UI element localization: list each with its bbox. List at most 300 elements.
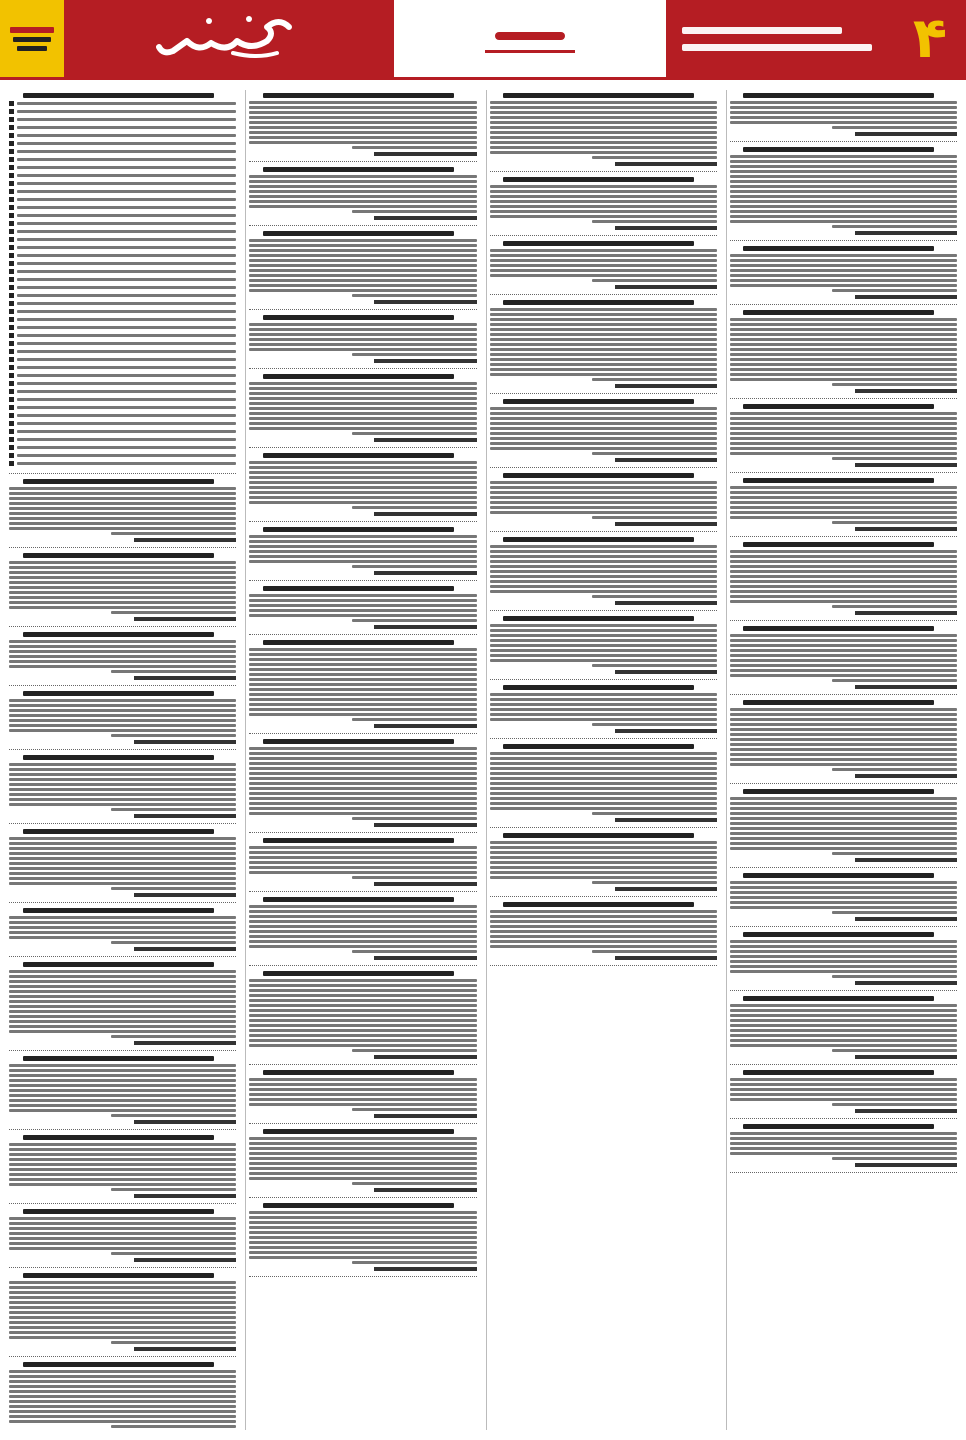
text-line [249, 812, 476, 815]
notice-title [23, 632, 214, 637]
text-line [9, 527, 236, 530]
text-line [9, 709, 236, 712]
text-line [730, 269, 957, 272]
date-line [682, 44, 872, 51]
legal-notice [9, 908, 236, 957]
notice-signature [374, 438, 476, 442]
text-line [490, 846, 717, 849]
text-line [352, 1108, 477, 1111]
text-line [730, 412, 957, 415]
notice-list-item [9, 453, 236, 458]
bullet-icon [9, 229, 14, 234]
text-line [730, 817, 957, 820]
notice-title [503, 685, 694, 690]
text-line [490, 373, 717, 376]
text-line [9, 729, 236, 732]
legal-notice [490, 685, 717, 739]
bullet-icon [9, 213, 14, 218]
text-line [249, 767, 476, 770]
text-line [249, 387, 476, 390]
bullet-icon [9, 413, 14, 418]
text-line [730, 797, 957, 800]
text-line [249, 121, 476, 124]
text-line [111, 887, 236, 890]
text-line [490, 506, 717, 509]
bullet-icon [9, 141, 14, 146]
notice-title [503, 902, 694, 907]
text-line [490, 772, 717, 775]
text-line [730, 580, 957, 583]
text-line [249, 915, 476, 918]
legal-notice [730, 147, 957, 241]
text-line [490, 101, 717, 104]
text-line [249, 1083, 476, 1086]
notice-signature [374, 724, 476, 728]
section-title-mark [485, 24, 575, 53]
notice-list-item [9, 149, 236, 154]
notice-signature [855, 1163, 957, 1167]
text-line [249, 205, 476, 208]
text-line [9, 704, 236, 707]
notice-list-item [9, 117, 236, 122]
text-line [490, 876, 717, 879]
text-line [9, 699, 236, 702]
text-line [490, 856, 717, 859]
text-line [9, 1286, 236, 1289]
bullet-icon [9, 333, 14, 338]
text-line [730, 896, 957, 899]
text-line [9, 803, 236, 806]
text-line [490, 121, 717, 124]
text-line [490, 200, 717, 203]
text-line [249, 752, 476, 755]
text-line [490, 935, 717, 938]
text-line [592, 279, 717, 282]
text-line [730, 427, 957, 430]
text-line [490, 757, 717, 760]
text-line [249, 1009, 476, 1012]
text-line [9, 842, 236, 845]
text-line [249, 1236, 476, 1239]
text-line [249, 693, 476, 696]
text-line [730, 516, 957, 519]
text-line [490, 116, 717, 119]
notice-list-item [9, 221, 236, 226]
notice-signature [855, 1055, 957, 1059]
notice-title [743, 478, 934, 483]
notice-list-item [9, 405, 236, 410]
text-line [9, 1415, 236, 1418]
text-line [9, 1074, 236, 1077]
notice-signature [374, 1188, 476, 1192]
notice-list-item [9, 277, 236, 282]
legal-notice [490, 93, 717, 172]
text-line [249, 106, 476, 109]
text-line [9, 798, 236, 801]
text-line [249, 1078, 476, 1081]
text-line [730, 940, 957, 943]
notice-signature [615, 226, 717, 230]
text-line [730, 501, 957, 504]
bullet-icon [9, 405, 14, 410]
text-line [730, 639, 957, 642]
text-line [730, 669, 957, 672]
text-line [730, 353, 957, 356]
text-line [490, 486, 717, 489]
text-line [9, 783, 236, 786]
text-line [249, 111, 476, 114]
text-line [490, 151, 717, 154]
notice-signature [615, 601, 717, 605]
text-line [249, 190, 476, 193]
text-line [730, 802, 957, 805]
text-line [490, 910, 717, 913]
notice-signature [855, 527, 957, 531]
text-line [9, 576, 236, 579]
text-line [249, 397, 476, 400]
text-line [17, 390, 236, 393]
text-line [352, 1049, 477, 1052]
legal-notice [9, 1056, 236, 1130]
bullet-icon [9, 245, 14, 250]
notice-list-item [9, 365, 236, 370]
text-line [730, 259, 957, 262]
notice-signature [855, 295, 957, 299]
legal-notice [9, 1135, 236, 1204]
text-line [9, 1222, 236, 1225]
text-line [730, 595, 957, 598]
notice-title [503, 241, 694, 246]
text-line [9, 975, 236, 978]
text-line [249, 466, 476, 469]
text-line [9, 980, 236, 983]
notice-signature [134, 1194, 236, 1198]
text-line [249, 777, 476, 780]
text-line [730, 654, 957, 657]
text-line [490, 313, 717, 316]
text-line [352, 210, 477, 213]
text-line [9, 852, 236, 855]
notice-list-item [9, 341, 236, 346]
notice-title [743, 93, 934, 98]
notice-signature [855, 132, 957, 136]
text-line [9, 1064, 236, 1067]
notice-title [263, 527, 454, 532]
text-line [730, 812, 957, 815]
text-line [9, 882, 236, 885]
text-line [490, 930, 717, 933]
text-line [490, 407, 717, 410]
text-line [249, 599, 476, 602]
text-line [17, 134, 236, 137]
text-line [111, 941, 236, 944]
text-line [730, 220, 957, 223]
text-line [730, 491, 957, 494]
text-line [9, 1291, 236, 1294]
notice-column [726, 90, 960, 1430]
notice-list-item [9, 261, 236, 266]
bullet-icon [9, 293, 14, 298]
text-line [730, 891, 957, 894]
text-line [249, 708, 476, 711]
legal-notice [730, 789, 957, 868]
text-line [730, 1009, 957, 1012]
text-line [730, 664, 957, 667]
bullet-icon [9, 173, 14, 178]
notice-title [743, 404, 934, 409]
text-line [490, 269, 717, 272]
bullet-icon [9, 165, 14, 170]
text-line [490, 308, 717, 311]
notice-signature [374, 1055, 476, 1059]
text-line [249, 259, 476, 262]
text-line [730, 417, 957, 420]
text-line [730, 807, 957, 810]
text-line [9, 1163, 236, 1166]
text-line [249, 1211, 476, 1214]
bullet-icon [9, 397, 14, 402]
text-line [730, 590, 957, 593]
notice-signature [374, 300, 476, 304]
text-line [490, 851, 717, 854]
text-line [730, 447, 957, 450]
text-line [249, 481, 476, 484]
text-line [249, 1216, 476, 1219]
notice-signature [134, 947, 236, 951]
text-line [352, 294, 477, 297]
text-line [249, 940, 476, 943]
text-line [490, 649, 717, 652]
bullet-icon [9, 253, 14, 258]
text-line [730, 205, 957, 208]
text-line [9, 1183, 236, 1186]
text-line [730, 358, 957, 361]
text-line [249, 116, 476, 119]
legal-notice [490, 177, 717, 236]
text-line [730, 1014, 957, 1017]
notice-title [743, 1070, 934, 1075]
notice-title [743, 147, 934, 152]
notice-signature [615, 384, 717, 388]
text-line [9, 497, 236, 500]
text-line [490, 787, 717, 790]
text-line [730, 674, 957, 677]
legal-notice [249, 739, 476, 833]
text-line [490, 422, 717, 425]
legal-notice [730, 542, 957, 621]
text-line [730, 274, 957, 277]
text-line [9, 640, 236, 643]
text-line [249, 545, 476, 548]
text-line [9, 1242, 236, 1245]
legal-notice [730, 1070, 957, 1119]
legal-notice [730, 310, 957, 399]
text-line [730, 748, 957, 751]
notice-title [743, 246, 934, 251]
text-line [9, 1306, 236, 1309]
text-line [249, 239, 476, 242]
text-line [490, 254, 717, 257]
notice-list-item [9, 181, 236, 186]
text-line [9, 1158, 236, 1161]
text-line [249, 402, 476, 405]
legal-notice [249, 640, 476, 734]
text-line [490, 442, 717, 445]
text-line [730, 121, 957, 124]
notice-title [743, 789, 934, 794]
text-line [9, 724, 236, 727]
text-line [730, 185, 957, 188]
notice-list-item [9, 205, 236, 210]
legal-notice [730, 246, 957, 305]
text-line [592, 156, 717, 159]
notice-title [23, 1362, 214, 1367]
text-line [9, 1089, 236, 1092]
text-line [249, 422, 476, 425]
notice-signature [134, 1120, 236, 1124]
text-line [490, 782, 717, 785]
text-line [9, 990, 236, 993]
text-line [249, 871, 476, 874]
text-line [249, 101, 476, 104]
text-line [730, 452, 957, 455]
legal-notice [9, 691, 236, 750]
text-line [249, 126, 476, 129]
text-line [249, 1098, 476, 1101]
text-line [832, 225, 957, 228]
legal-notice [249, 374, 476, 448]
text-line [249, 846, 476, 849]
text-line [249, 1004, 476, 1007]
notice-signature [374, 956, 476, 960]
text-line [249, 782, 476, 785]
text-line [490, 146, 717, 149]
text-line [249, 535, 476, 538]
notice-list-item [9, 381, 236, 386]
text-line [832, 1103, 957, 1106]
notice-title [503, 399, 694, 404]
text-line [9, 487, 236, 490]
notice-title [23, 1273, 214, 1278]
text-line [730, 200, 957, 203]
text-line [17, 430, 236, 433]
bullet-icon [9, 437, 14, 442]
text-line [9, 1296, 236, 1299]
notice-list-item [9, 269, 236, 274]
notice-title [263, 586, 454, 591]
text-line [249, 989, 476, 992]
text-line [17, 118, 236, 121]
legal-notice [249, 315, 476, 369]
notice-signature [615, 956, 717, 960]
bullet-icon [9, 309, 14, 314]
legal-notice [249, 93, 476, 162]
text-line [730, 743, 957, 746]
text-line [9, 1069, 236, 1072]
text-line [249, 244, 476, 247]
notice-list-item [9, 213, 236, 218]
notice-list-item [9, 437, 236, 442]
text-line [249, 175, 476, 178]
text-line [249, 1039, 476, 1042]
text-line [730, 723, 957, 726]
notice-title [23, 829, 214, 834]
bullet-icon [9, 157, 14, 162]
text-line [249, 604, 476, 607]
issue-info-line [17, 46, 47, 51]
text-line [17, 142, 236, 145]
text-line [249, 392, 476, 395]
text-line [9, 601, 236, 604]
text-line [9, 1316, 236, 1319]
text-line [592, 595, 717, 598]
legal-notice [730, 1124, 957, 1173]
text-line [17, 398, 236, 401]
notice-list-item [9, 285, 236, 290]
text-line [249, 807, 476, 810]
text-line [490, 752, 717, 755]
text-line [9, 1153, 236, 1156]
text-line [17, 238, 236, 241]
text-line [730, 343, 957, 346]
page-number: ۴ [912, 5, 948, 71]
text-line [17, 278, 236, 281]
text-line [730, 368, 957, 371]
notice-list-item [9, 293, 236, 298]
notice-signature [615, 729, 717, 733]
notice-title [263, 1203, 454, 1208]
text-line [249, 1093, 476, 1096]
text-line [249, 1157, 476, 1160]
text-line [730, 215, 957, 218]
text-line [249, 683, 476, 686]
text-line [249, 772, 476, 775]
text-line [490, 126, 717, 129]
text-line [249, 910, 476, 913]
text-line [490, 915, 717, 918]
text-line [249, 1019, 476, 1022]
text-line [352, 619, 477, 622]
bullet-icon [9, 341, 14, 346]
text-line [490, 807, 717, 810]
legal-notice [730, 478, 957, 537]
text-line [249, 653, 476, 656]
text-line [730, 348, 957, 351]
text-line [490, 698, 717, 701]
text-line [249, 1152, 476, 1155]
text-line [9, 586, 236, 589]
text-line [9, 1000, 236, 1003]
text-line [730, 1147, 957, 1150]
text-line [9, 1168, 236, 1171]
text-line [9, 502, 236, 505]
notice-title [23, 553, 214, 558]
text-line [17, 158, 236, 161]
text-line [249, 1167, 476, 1170]
text-line [730, 328, 957, 331]
text-line [249, 678, 476, 681]
notice-list-item [9, 357, 236, 362]
text-line [730, 763, 957, 766]
text-line [17, 374, 236, 377]
bullet-icon [9, 197, 14, 202]
text-line [730, 180, 957, 183]
text-line [490, 511, 717, 514]
notice-list-item [9, 349, 236, 354]
text-line [17, 222, 236, 225]
text-line [249, 1172, 476, 1175]
text-line [249, 560, 476, 563]
